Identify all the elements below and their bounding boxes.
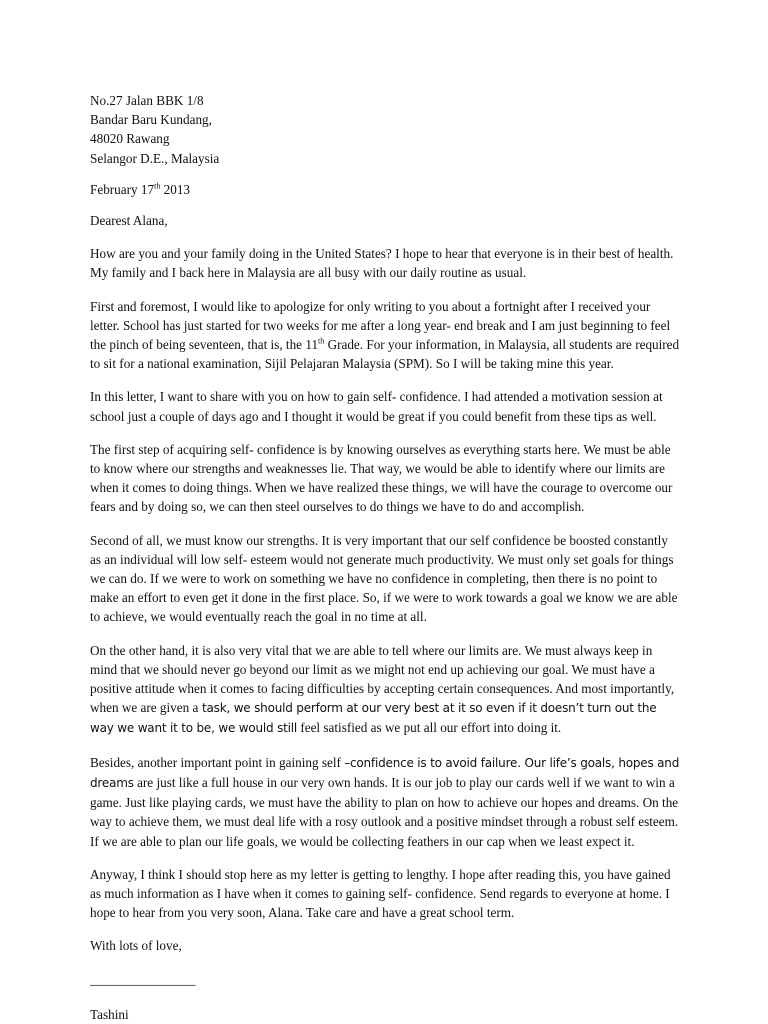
paragraph-strengths: Second of all, we must know our strengths. It is very important that our self confidence be boosted constantly as an individual will low self- esteem would not generate much productivity. We must only set goals for things we can do. If we were to work on something we have no confidence in completing, then there is no point to make an effort to even get it done in the first place. So, if we were to work towards a goal we know we are able to achieve, we would eventually reach the goal in no time at all. — [90, 532, 678, 625]
paragraph-text-alt-font: task, we should perform at our very best at it so even if it doesn’t turn out the way we want it to be, we would still — [90, 701, 657, 736]
salutation: Dearest Alana, — [90, 213, 168, 229]
paragraph-text: First and foremost, I would like to apologize for only writing to you about a fortnight after I received your letter. School has just started for two weeks for me after a long year- end break and I am just beginning to feel the pinch of being seventeen, that is, the 11 — [90, 298, 671, 353]
address-line: Selangor D.E., Malaysia — [90, 150, 220, 166]
paragraph-apology — [90, 297, 682, 374]
address-line: Bandar Baru Kundang, — [90, 112, 212, 128]
date-month-day: February 17 — [90, 181, 155, 197]
signature-name: Tashini — [90, 1006, 129, 1022]
date-suffix: th — [154, 181, 161, 191]
letter-date — [90, 180, 682, 199]
paragraph-text-alt-font: –confidence is to avoid failure. Our life’s goals, hopes and dreams — [90, 755, 680, 790]
paragraph-intro: In this letter, I want to share with you on how to gain self- confidence. I had attended a motivation session at school just a couple of days ago and I thought it would be great if you could benefit from these tips as well. — [90, 389, 663, 424]
paragraph-failure — [90, 753, 682, 851]
paragraph-text: Besides, another important point in gaining self — [90, 754, 345, 770]
paragraph-limits — [90, 641, 682, 739]
closing: With lots of love, — [90, 938, 182, 954]
paragraph-first-step: The first step of acquiring self- confidence is by knowing ourselves as everything starts here. We must be able to know where our strengths and weaknesses lie. That way, we would be able to identify where our limits are when it comes to doing things. When we have realized these things, we will have the courage to overcome our fears and by doing so, we can then steel ourselves to do things we have to do and accomplish. — [90, 441, 673, 515]
date-year: 2013 — [160, 181, 190, 197]
letter-body — [90, 91, 682, 1024]
paragraph-text: Grade. For your information, in Malaysia, all students are required to sit for a national examination, Sijil Pelajaran Malaysia (SPM). So I will be taking mine this year. — [90, 337, 680, 372]
paragraph-closing-remarks: Anyway, I think I should stop here as my letter is getting to lengthy. I hope after reading this, you have gained as much information as I have when it comes to gaining self- confidence. Send regards to everyone at home. I hope to hear from you very soon, Alana. Take care and have a great school term. — [90, 866, 671, 921]
address-line: No.27 Jalan BBK 1/8 — [90, 93, 204, 108]
signature-line: ________________ — [90, 971, 196, 987]
grade-suffix: th — [318, 336, 325, 346]
sender-address — [90, 91, 682, 168]
paragraph-text: On the other hand, it is also very vital that we are able to tell where our limits are. We must always keep in mind that we should never go beyond our limit as we might not end up achieving our goal. We must have a positive attitude when it comes to facing difficulties by accepting certain consequences. And most importantly, when we are given a — [90, 642, 675, 716]
paragraph-greeting: How are you and your family doing in the United States? I hope to hear that everyone is in their best of health. My family and I back here in Malaysia are all busy with our daily routine as usual. — [90, 246, 674, 281]
address-line: 48020 Rawang — [90, 131, 170, 147]
paragraph-text: feel satisfied as we put all our effort into doing it. — [297, 720, 562, 736]
paragraph-text: are just like a full house in our very own hands. It is our job to play our cards well if we want to win a game. Just like playing cards, we must have the ability to plan on how to achieve our hopes and dreams. On the way to achieve them, we must deal life with a rosy outlook and a positive mindset through a robust self esteem. If we are able to plan our life goals, we would be collecting feathers in our cap when we least expect it. — [90, 774, 679, 849]
